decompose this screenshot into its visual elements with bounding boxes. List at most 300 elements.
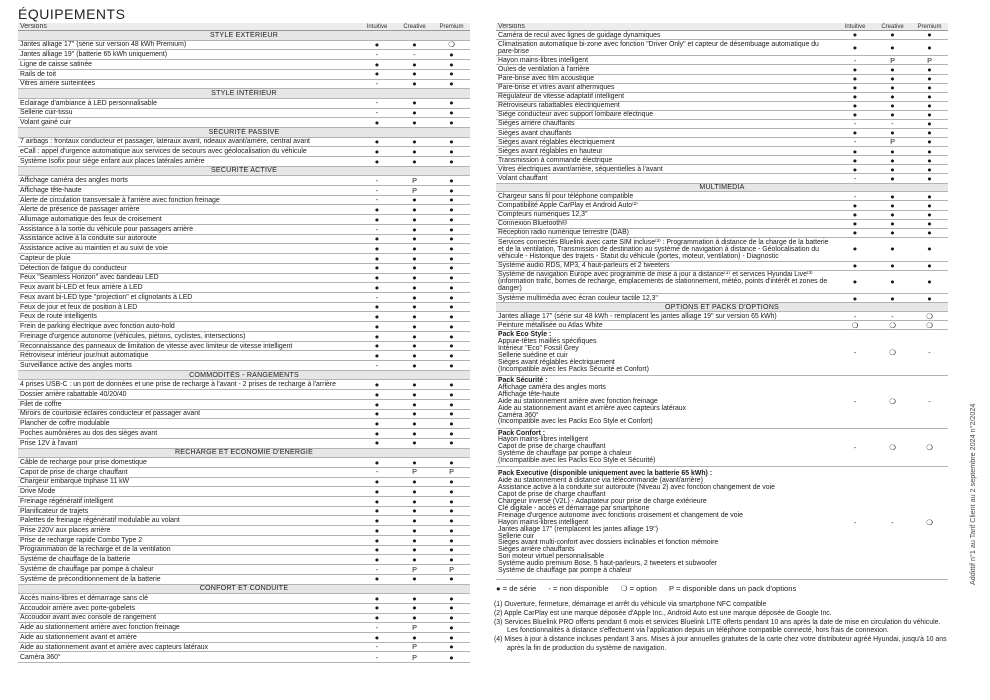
table-row bbox=[18, 477, 470, 487]
pack-title: Pack Sécurité : bbox=[498, 376, 548, 384]
premium-value: ● bbox=[433, 613, 470, 623]
intuitive-value: ● bbox=[836, 147, 874, 156]
premium-value: ● bbox=[433, 312, 470, 322]
col-creative: Creative bbox=[396, 23, 433, 31]
intuitive-value: - bbox=[836, 119, 874, 128]
table-row bbox=[18, 108, 470, 118]
table-row bbox=[18, 331, 470, 341]
table-header bbox=[496, 23, 948, 31]
premium-value: ● bbox=[433, 147, 470, 157]
table-row bbox=[18, 361, 470, 371]
table-row bbox=[18, 351, 470, 361]
feature-label: Caméra de recul avec lignes de guidage dynamiques bbox=[496, 31, 836, 40]
table-row bbox=[18, 273, 470, 283]
creative-value: ● bbox=[396, 69, 433, 79]
intuitive-value: ● bbox=[358, 283, 396, 293]
feature-label: Compatibilité Apple CarPlay et Android Auto⁽²⁾ bbox=[496, 201, 836, 210]
creative-value: ● bbox=[396, 487, 433, 497]
footnote: (2) Apple CarPlay est une marque déposée d'Apple Inc., Android Auto est une marque déposée de Google Inc. bbox=[494, 609, 832, 617]
intuitive-value: ● bbox=[358, 147, 396, 157]
table-row bbox=[18, 555, 470, 565]
creative-value: P bbox=[396, 467, 433, 477]
premium-value: ● bbox=[433, 263, 470, 273]
pack-title: Pack Eco Style : bbox=[498, 331, 552, 339]
feature-label: Feux "Seamless Horizon" avec bandeau LED bbox=[18, 273, 358, 283]
premium-value: ● bbox=[911, 174, 948, 183]
legend-option: ❍ = option bbox=[620, 584, 657, 593]
feature-label: 7 airbags : frontaux conducteur et passager, latéraux avant, rideaux avant/arrière, central avant bbox=[18, 137, 358, 147]
table-row bbox=[18, 263, 470, 273]
intuitive-value: ● bbox=[358, 380, 396, 390]
premium-value: ● bbox=[433, 98, 470, 108]
creative-value: ● bbox=[874, 92, 911, 101]
premium-value: ● bbox=[911, 219, 948, 228]
premium-value: ● bbox=[433, 458, 470, 468]
table-row bbox=[18, 496, 470, 506]
creative-value: ● bbox=[396, 273, 433, 283]
intuitive-value: ● bbox=[358, 205, 396, 215]
premium-value: ● bbox=[911, 165, 948, 174]
table-row bbox=[18, 254, 470, 264]
feature-label: Planificateur de trajets bbox=[18, 506, 358, 516]
intuitive-value: - bbox=[358, 108, 396, 118]
table-row bbox=[18, 118, 470, 128]
feature-label: Reconnaissance des panneaux de limitation de vitesse avec limiteur de vitesse intelligent bbox=[18, 341, 358, 351]
intuitive-value: - bbox=[358, 224, 396, 234]
table-row bbox=[18, 516, 470, 526]
table-row bbox=[18, 283, 470, 293]
intuitive-value: - bbox=[358, 565, 396, 575]
feature-label: Climatisation automatique bi-zone avec fonction "Driver Only" et capteur de désembuage automatique du pare-brise bbox=[496, 40, 836, 56]
table-row bbox=[496, 294, 948, 303]
intuitive-value: - bbox=[358, 79, 396, 89]
table-row bbox=[18, 205, 470, 215]
premium-value: ● bbox=[433, 79, 470, 89]
creative-value: ● bbox=[396, 555, 433, 565]
table-row bbox=[18, 137, 470, 147]
intuitive-value: ● bbox=[358, 390, 396, 400]
table-row bbox=[496, 147, 948, 156]
feature-label: Accoudoir arrière avec porte-gobelets bbox=[18, 603, 358, 613]
feature-label: Détection de fatigue du conducteur bbox=[18, 263, 358, 273]
table-row bbox=[496, 40, 948, 56]
creative-value: ● bbox=[396, 516, 433, 526]
premium-value: ● bbox=[433, 526, 470, 536]
intuitive-value: ● bbox=[836, 110, 874, 119]
page-title: ÉQUIPEMENTS bbox=[18, 6, 126, 22]
feature-label: Prise 220V aux places arrière bbox=[18, 526, 358, 536]
feature-label: eCall : appel d'urgence automatique aux services de secours avec géolocalisation du véhicule bbox=[18, 147, 358, 157]
section-title: MULTIMÉDIA bbox=[496, 183, 948, 192]
feature-label: Système de chauffage par pompe à chaleur bbox=[18, 565, 358, 575]
versions-label: Versions bbox=[496, 23, 836, 31]
feature-label: Aide au stationnement arrière avec fonction freinage bbox=[18, 623, 358, 633]
table-row bbox=[18, 526, 470, 536]
creative-value: ● bbox=[874, 165, 911, 174]
table-row bbox=[18, 438, 470, 448]
intuitive-value: ● bbox=[836, 129, 874, 138]
premium-value: ● bbox=[433, 555, 470, 565]
creative-value: ❍ bbox=[874, 429, 911, 467]
creative-value: ● bbox=[396, 205, 433, 215]
creative-value: P bbox=[874, 56, 911, 65]
creative-value: ● bbox=[396, 496, 433, 506]
premium-value: ● bbox=[911, 237, 948, 261]
table-row bbox=[18, 399, 470, 409]
table-row bbox=[496, 376, 948, 429]
intuitive-value: ● bbox=[358, 419, 396, 429]
creative-value: ● bbox=[874, 110, 911, 119]
premium-value: ● bbox=[911, 119, 948, 128]
intuitive-value: ● bbox=[836, 83, 874, 92]
intuitive-value: ● bbox=[836, 270, 874, 294]
creative-value: ● bbox=[396, 40, 433, 50]
table-row bbox=[496, 65, 948, 74]
feature-label: Frein de parking électrique avec fonction auto-hold bbox=[18, 322, 358, 332]
intuitive-value: ● bbox=[358, 244, 396, 254]
feature-label: Affichage tête-haute bbox=[18, 185, 358, 195]
intuitive-value: ● bbox=[358, 312, 396, 322]
feature-label: Accoudoir avant avec console de rangement bbox=[18, 613, 358, 623]
table-row bbox=[18, 185, 470, 195]
feature-label bbox=[496, 467, 836, 580]
premium-value: ● bbox=[911, 138, 948, 147]
premium-value: ● bbox=[433, 118, 470, 128]
table-row bbox=[496, 101, 948, 110]
feature-label: Capteur de pluie bbox=[18, 254, 358, 264]
intuitive-value: ● bbox=[358, 594, 396, 604]
col-intuitive: Intuitive bbox=[836, 23, 874, 31]
feature-label: Vitres arrière surteintées bbox=[18, 79, 358, 89]
feature-label: Poches aumônières au dos des sièges avant bbox=[18, 429, 358, 439]
creative-value: ❍ bbox=[874, 330, 911, 376]
table-row bbox=[18, 302, 470, 312]
creative-value: ● bbox=[396, 341, 433, 351]
creative-value: P bbox=[396, 623, 433, 633]
creative-value: ● bbox=[396, 118, 433, 128]
feature-label: Système multimédia avec écran couleur tactile 12,3'' bbox=[496, 294, 836, 303]
feature-label: Feux de route intelligents bbox=[18, 312, 358, 322]
feature-label: Sièges arrière chauffants bbox=[496, 119, 836, 128]
table-row bbox=[496, 330, 948, 376]
premium-value: ● bbox=[911, 74, 948, 83]
table-row bbox=[18, 419, 470, 429]
feature-label: Système de navigation Europe avec programme de mise à jour à distance⁽⁴⁾ et services Hyundai Live⁽³⁾ (information trafic, bornes de recharge, emplacements de stationnement, météo, points d'intérêt et zones de danger) bbox=[496, 270, 836, 294]
feature-label: Programmation de la recharge et de la ventilation bbox=[18, 545, 358, 555]
premium-value: ● bbox=[433, 380, 470, 390]
feature-label: Drive Mode bbox=[18, 487, 358, 497]
creative-value: ● bbox=[874, 210, 911, 219]
table-row bbox=[18, 390, 470, 400]
creative-value: ● bbox=[396, 263, 433, 273]
feature-label: Assistance active à la conduite sur autoroute bbox=[18, 234, 358, 244]
table-row bbox=[18, 98, 470, 108]
intuitive-value: ● bbox=[358, 574, 396, 584]
intuitive-value: - bbox=[836, 330, 874, 376]
table-row bbox=[496, 270, 948, 294]
table-row bbox=[496, 165, 948, 174]
table-row bbox=[496, 31, 948, 40]
intuitive-value: - bbox=[358, 623, 396, 633]
premium-value: ● bbox=[911, 228, 948, 237]
intuitive-value: ● bbox=[836, 92, 874, 101]
table-row bbox=[496, 83, 948, 92]
feature-label: Affichage caméra des angles morts bbox=[18, 176, 358, 186]
feature-label: Volant gainé cuir bbox=[18, 118, 358, 128]
premium-value: ● bbox=[433, 50, 470, 60]
feature-label: Système de chauffage de la batterie bbox=[18, 555, 358, 565]
creative-value: ❍ bbox=[874, 376, 911, 429]
intuitive-value: - bbox=[836, 174, 874, 183]
feature-label: Freinage régénératif intelligent bbox=[18, 496, 358, 506]
section-title: OPTIONS ET PACKS D'OPTIONS bbox=[496, 303, 948, 312]
section-title: STYLE INTÉRIEUR bbox=[18, 89, 470, 99]
feature-label: Jantes alliage 19'' (batterie 65 kWh uniquement) bbox=[18, 50, 358, 60]
creative-value: ● bbox=[396, 254, 433, 264]
intuitive-value: ● bbox=[358, 137, 396, 147]
table-row bbox=[496, 261, 948, 270]
premium-value: P bbox=[911, 56, 948, 65]
feature-label: Alerte de présence de passager arrière bbox=[18, 205, 358, 215]
feature-label bbox=[496, 330, 836, 376]
intuitive-value: - bbox=[836, 429, 874, 467]
table-row bbox=[496, 174, 948, 183]
creative-value: ● bbox=[396, 419, 433, 429]
intuitive-value: ● bbox=[358, 69, 396, 79]
section-header bbox=[18, 166, 470, 176]
creative-value: ● bbox=[396, 302, 433, 312]
feature-label: 4 prises USB-C : un port de données et une prise de recharge à l'avant - 2 prises de recharge à l'arrière bbox=[18, 380, 358, 390]
premium-value: ● bbox=[433, 224, 470, 234]
premium-value: ● bbox=[433, 283, 470, 293]
section-header bbox=[496, 183, 948, 192]
creative-value: ● bbox=[874, 40, 911, 56]
table-row bbox=[496, 192, 948, 201]
creative-value: ● bbox=[874, 294, 911, 303]
table-row bbox=[18, 176, 470, 186]
intuitive-value: ● bbox=[836, 165, 874, 174]
table-row bbox=[18, 156, 470, 166]
premium-value: ● bbox=[433, 487, 470, 497]
creative-value: ● bbox=[874, 31, 911, 40]
creative-value: ● bbox=[396, 535, 433, 545]
premium-value: ● bbox=[433, 409, 470, 419]
feature-label: Système audio RDS, MP3, 4 haut-parleurs et 2 tweeters bbox=[496, 261, 836, 270]
premium-value: ● bbox=[433, 185, 470, 195]
pack-contents: Hayon mains-libres intelligent Capot de prise de charge chauffant Système de chauffage par pompe à chaleur (Incompatible avec les Packs Eco Style et Sécurité) bbox=[498, 436, 656, 465]
intuitive-value: ● bbox=[358, 496, 396, 506]
creative-value: ● bbox=[396, 147, 433, 157]
feature-label: Chargeur embarqué triphasé 11 kW bbox=[18, 477, 358, 487]
table-header bbox=[18, 23, 470, 31]
intuitive-value: ● bbox=[358, 603, 396, 613]
feature-label: Rails de toit bbox=[18, 69, 358, 79]
premium-value: ● bbox=[433, 254, 470, 264]
table-row bbox=[18, 380, 470, 390]
intuitive-value: ● bbox=[358, 331, 396, 341]
creative-value: ● bbox=[874, 237, 911, 261]
premium-value: ● bbox=[433, 419, 470, 429]
premium-value: P bbox=[433, 467, 470, 477]
intuitive-value: ● bbox=[358, 60, 396, 70]
creative-value: ● bbox=[396, 458, 433, 468]
intuitive-value: ● bbox=[836, 219, 874, 228]
creative-value: ● bbox=[396, 361, 433, 371]
intuitive-value: ● bbox=[358, 506, 396, 516]
premium-value: ● bbox=[911, 110, 948, 119]
premium-value: ● bbox=[911, 261, 948, 270]
creative-value: ● bbox=[396, 574, 433, 584]
table-row bbox=[496, 467, 948, 580]
premium-value: ● bbox=[433, 429, 470, 439]
intuitive-value: ● bbox=[358, 118, 396, 128]
feature-label: Vitres électriques avant/arrière, séquentielles à l'avant bbox=[496, 165, 836, 174]
table-row bbox=[18, 234, 470, 244]
table-row bbox=[18, 60, 470, 70]
feature-label: Palettes de freinage régénératif modulable au volant bbox=[18, 516, 358, 526]
premium-value: ● bbox=[433, 574, 470, 584]
section-title: COMMODITÉS - RANGEMENTS bbox=[18, 370, 470, 380]
intuitive-value: ● bbox=[358, 526, 396, 536]
intuitive-value: - bbox=[358, 361, 396, 371]
feature-label: Sièges avant réglables en hauteur bbox=[496, 147, 836, 156]
creative-value: ● bbox=[396, 234, 433, 244]
premium-value: ● bbox=[911, 294, 948, 303]
creative-value: ● bbox=[396, 283, 433, 293]
legend bbox=[496, 584, 806, 593]
creative-value: ● bbox=[396, 390, 433, 400]
feature-label: Volant chauffant bbox=[496, 174, 836, 183]
intuitive-value: ● bbox=[358, 409, 396, 419]
creative-value: P bbox=[396, 565, 433, 575]
premium-value: ● bbox=[911, 40, 948, 56]
intuitive-value: ● bbox=[358, 633, 396, 643]
col-creative: Creative bbox=[874, 23, 911, 31]
feature-label bbox=[496, 376, 836, 429]
table-row bbox=[18, 195, 470, 205]
feature-label: Assistance active au maintien et au suivi de voie bbox=[18, 244, 358, 254]
creative-value: ● bbox=[396, 506, 433, 516]
section-title: RECHARGE ET ÉCONOMIE D'ÉNERGIE bbox=[18, 448, 470, 458]
intuitive-value: ● bbox=[836, 40, 874, 56]
feature-label: Assistance à la sortie du véhicule pour passagers arrière bbox=[18, 224, 358, 234]
creative-value: ● bbox=[874, 192, 911, 201]
table-row bbox=[18, 535, 470, 545]
table-row bbox=[496, 321, 948, 330]
premium-value: ● bbox=[433, 244, 470, 254]
premium-value: ● bbox=[911, 192, 948, 201]
premium-value: ● bbox=[433, 322, 470, 332]
equipment-table-left bbox=[18, 23, 470, 663]
intuitive-value: ● bbox=[358, 516, 396, 526]
pack-title: Pack Confort : bbox=[498, 429, 546, 437]
intuitive-value: ● bbox=[358, 545, 396, 555]
premium-value: ● bbox=[433, 623, 470, 633]
premium-value: ● bbox=[911, 101, 948, 110]
intuitive-value: ● bbox=[358, 458, 396, 468]
feature-label: Eclairage d'ambiance à LED personnalisable bbox=[18, 98, 358, 108]
creative-value: - bbox=[396, 50, 433, 60]
premium-value: - bbox=[911, 376, 948, 429]
creative-value: ● bbox=[396, 399, 433, 409]
creative-value: ● bbox=[396, 156, 433, 166]
premium-value: ● bbox=[433, 234, 470, 244]
intuitive-value: - bbox=[358, 293, 396, 303]
premium-value: ● bbox=[433, 205, 470, 215]
premium-value: ● bbox=[433, 108, 470, 118]
intuitive-value: - bbox=[358, 185, 396, 195]
table-row bbox=[496, 228, 948, 237]
table-row bbox=[18, 293, 470, 303]
intuitive-value: ● bbox=[836, 65, 874, 74]
feature-label: Ouïes de ventilation à l'arrière bbox=[496, 65, 836, 74]
premium-value: ❍ bbox=[911, 429, 948, 467]
feature-label: Peinture métallisée ou Atlas White bbox=[496, 321, 836, 330]
feature-label: Chargeur sans fil pour téléphone compatible bbox=[496, 192, 836, 201]
table-row bbox=[496, 119, 948, 128]
footnote: (4) Mises à jour à distance incluses pendant 3 ans. Mises à jour annuelles gratuites de la carte chez votre distributeur agréé Hyundai, jusqu'à 10 ans après la fin de production du système de navigation. bbox=[494, 636, 947, 653]
intuitive-value: ● bbox=[358, 477, 396, 487]
feature-label: Accès mains-libres et démarrage sans clé bbox=[18, 594, 358, 604]
table-row bbox=[496, 138, 948, 147]
premium-value: P bbox=[433, 565, 470, 575]
creative-value: ● bbox=[874, 129, 911, 138]
col-intuitive: Intuitive bbox=[358, 23, 396, 31]
intuitive-value: - bbox=[358, 98, 396, 108]
creative-value: ● bbox=[396, 60, 433, 70]
creative-value: ● bbox=[396, 322, 433, 332]
premium-value: ● bbox=[433, 506, 470, 516]
creative-value: ● bbox=[396, 380, 433, 390]
premium-value: ● bbox=[433, 594, 470, 604]
creative-value: ● bbox=[874, 156, 911, 165]
feature-label: Ligne de caisse satinée bbox=[18, 60, 358, 70]
premium-value: ❍ bbox=[433, 40, 470, 50]
premium-value: ● bbox=[433, 361, 470, 371]
premium-value: ● bbox=[911, 31, 948, 40]
creative-value: ● bbox=[396, 224, 433, 234]
intuitive-value: ● bbox=[836, 237, 874, 261]
feature-label: Aide au stationnement avant et arrière avec capteurs latéraux bbox=[18, 642, 358, 652]
feature-label: Feux de jour et feux de position à LED bbox=[18, 302, 358, 312]
premium-value: ● bbox=[433, 438, 470, 448]
intuitive-value: ● bbox=[836, 201, 874, 210]
intuitive-value: ● bbox=[358, 156, 396, 166]
feature-label: Prise de recharge rapide Combo Type 2 bbox=[18, 535, 358, 545]
table-row bbox=[18, 409, 470, 419]
creative-value: P bbox=[396, 176, 433, 186]
intuitive-value: ● bbox=[358, 215, 396, 225]
section-header bbox=[18, 370, 470, 380]
creative-value: ● bbox=[396, 98, 433, 108]
intuitive-value: - bbox=[358, 467, 396, 477]
table-row bbox=[18, 79, 470, 89]
creative-value: P bbox=[396, 185, 433, 195]
intuitive-value: ● bbox=[836, 228, 874, 237]
section-header bbox=[18, 128, 470, 138]
premium-value: ● bbox=[433, 652, 470, 663]
intuitive-value: ● bbox=[836, 294, 874, 303]
section-title: STYLE EXTÉRIEUR bbox=[18, 31, 470, 41]
section-title: SÉCURITÉ PASSIVE bbox=[18, 128, 470, 138]
intuitive-value: - bbox=[836, 192, 874, 201]
premium-value: ● bbox=[433, 633, 470, 643]
creative-value: ● bbox=[874, 174, 911, 183]
intuitive-value: ● bbox=[358, 351, 396, 361]
intuitive-value: - bbox=[836, 376, 874, 429]
creative-value: ● bbox=[396, 633, 433, 643]
intuitive-value: ● bbox=[358, 302, 396, 312]
